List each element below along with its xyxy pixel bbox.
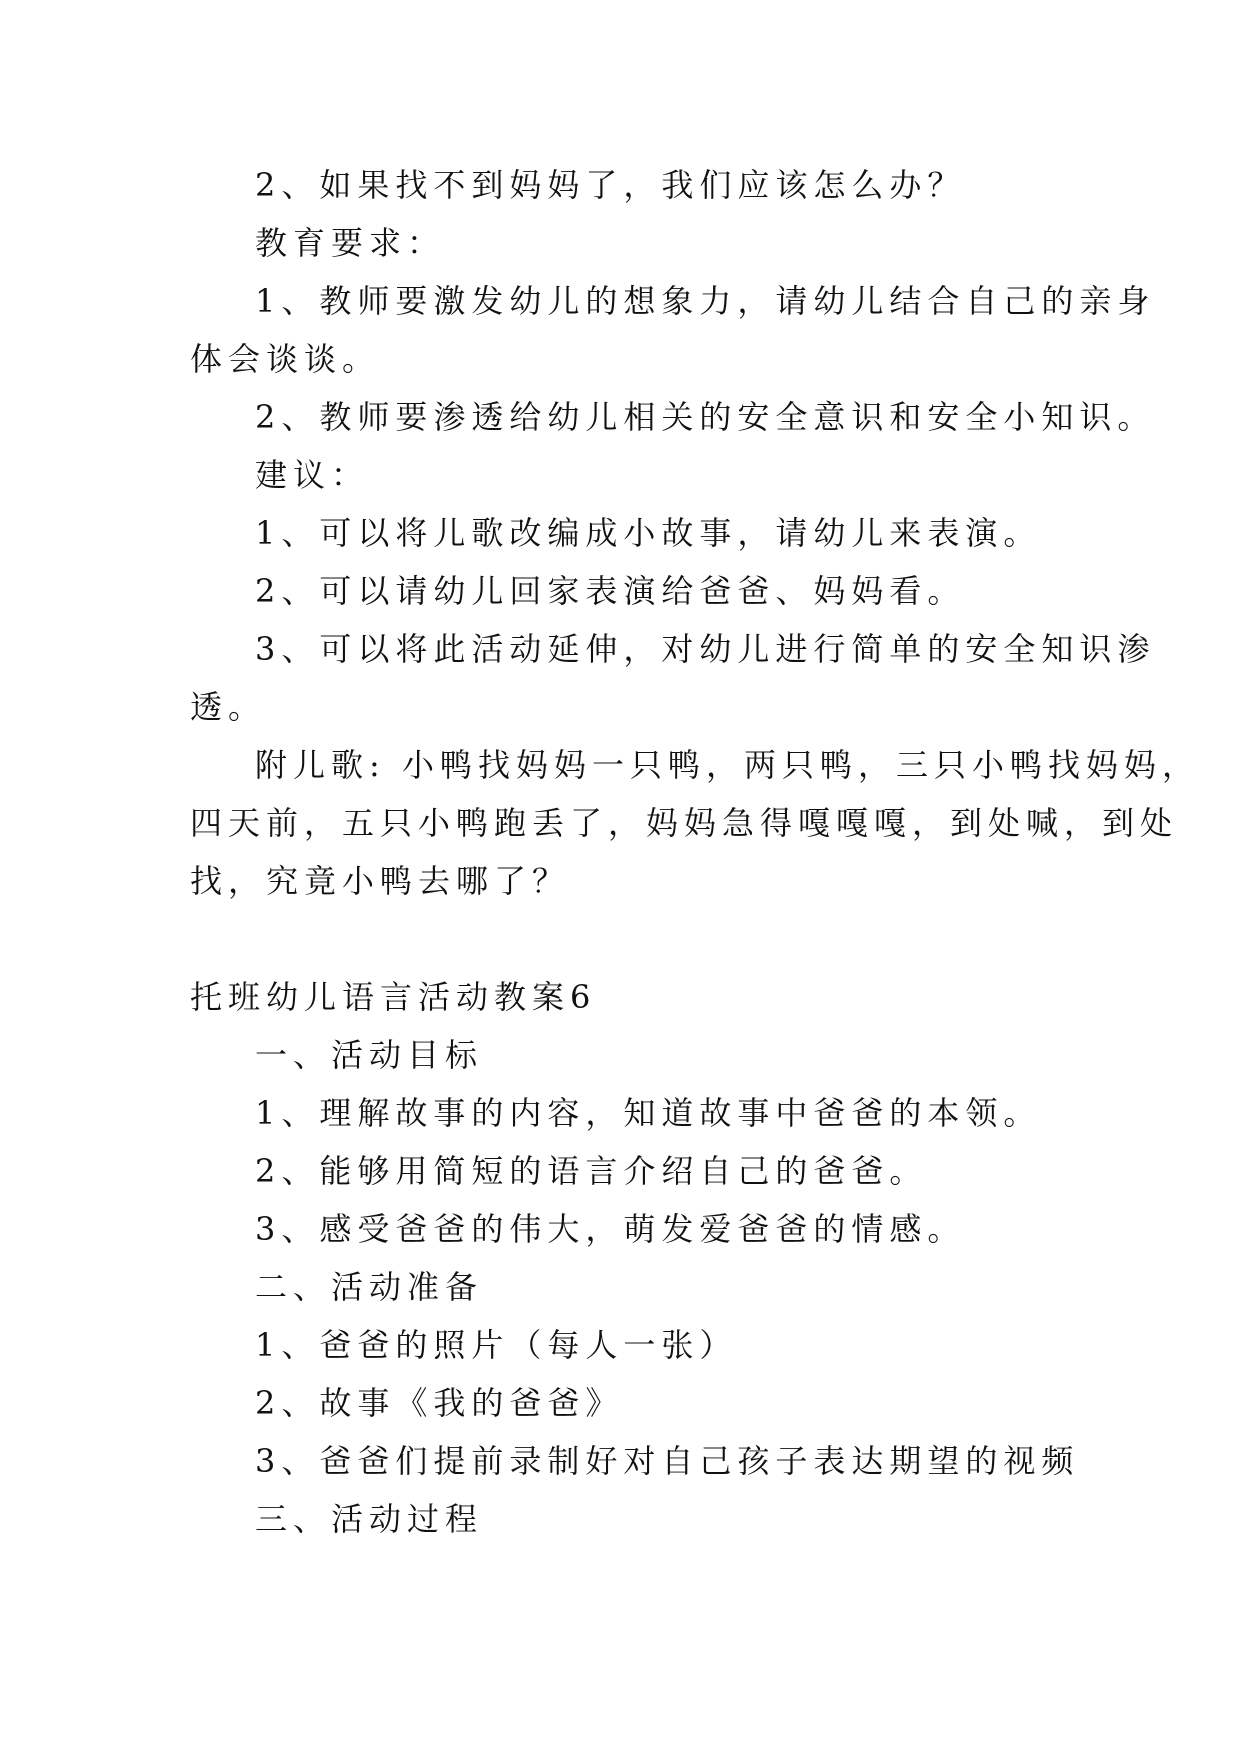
suggestion-3-line-1: 3、可以将此活动延伸，对幼儿进行简单的安全知识渗 bbox=[255, 630, 1156, 668]
nursery-rhyme-line-2: 四天前，五只小鸭跑丢了，妈妈急得嘎嘎嘎，到处喊，到处 bbox=[190, 804, 1179, 842]
education-requirement-1-line-2: 体会谈谈。 bbox=[190, 340, 381, 378]
activity-process-title: 三、活动过程 bbox=[255, 1500, 484, 1538]
preparation-1: 1、爸爸的照片（每人一张） bbox=[255, 1326, 738, 1364]
education-requirement-1-line-1: 1、教师要激发幼儿的想象力，请幼儿结合自己的亲身 bbox=[255, 282, 1156, 320]
preparation-2: 2、故事《我的爸爸》 bbox=[255, 1384, 624, 1422]
preparation-3: 3、爸爸们提前录制好对自己孩子表达期望的视频 bbox=[255, 1442, 1080, 1480]
goal-1: 1、理解故事的内容，知道故事中爸爸的本领。 bbox=[255, 1094, 1042, 1132]
education-requirement-2: 2、教师要渗透给幼儿相关的安全意识和安全小知识。 bbox=[255, 398, 1156, 436]
nursery-rhyme-line-3: 找，究竟小鸭去哪了？ bbox=[190, 862, 571, 900]
suggestion-2: 2、可以请幼儿回家表演给爸爸、妈妈看。 bbox=[255, 572, 966, 610]
question-2: 2、如果找不到妈妈了，我们应该怎么办？ bbox=[255, 166, 966, 204]
goal-2: 2、能够用简短的语言介绍自己的爸爸。 bbox=[255, 1152, 928, 1190]
education-requirements-title: 教育要求： bbox=[255, 224, 446, 262]
activity-preparation-title: 二、活动准备 bbox=[255, 1268, 484, 1306]
nursery-rhyme-line-1: 附儿歌: 小鸭找妈妈一只鸭，两只鸭，三只小鸭找妈妈， bbox=[255, 746, 1200, 784]
suggestion-3-line-2: 透。 bbox=[190, 688, 267, 726]
activity-goals-title: 一、活动目标 bbox=[255, 1036, 484, 1074]
lesson-plan-title: 托班幼儿语言活动教案6 bbox=[190, 978, 597, 1016]
suggestion-1: 1、可以将儿歌改编成小故事，请幼儿来表演。 bbox=[255, 514, 1042, 552]
goal-3: 3、感受爸爸的伟大，萌发爱爸爸的情感。 bbox=[255, 1210, 966, 1248]
suggestions-title: 建议： bbox=[255, 456, 370, 494]
